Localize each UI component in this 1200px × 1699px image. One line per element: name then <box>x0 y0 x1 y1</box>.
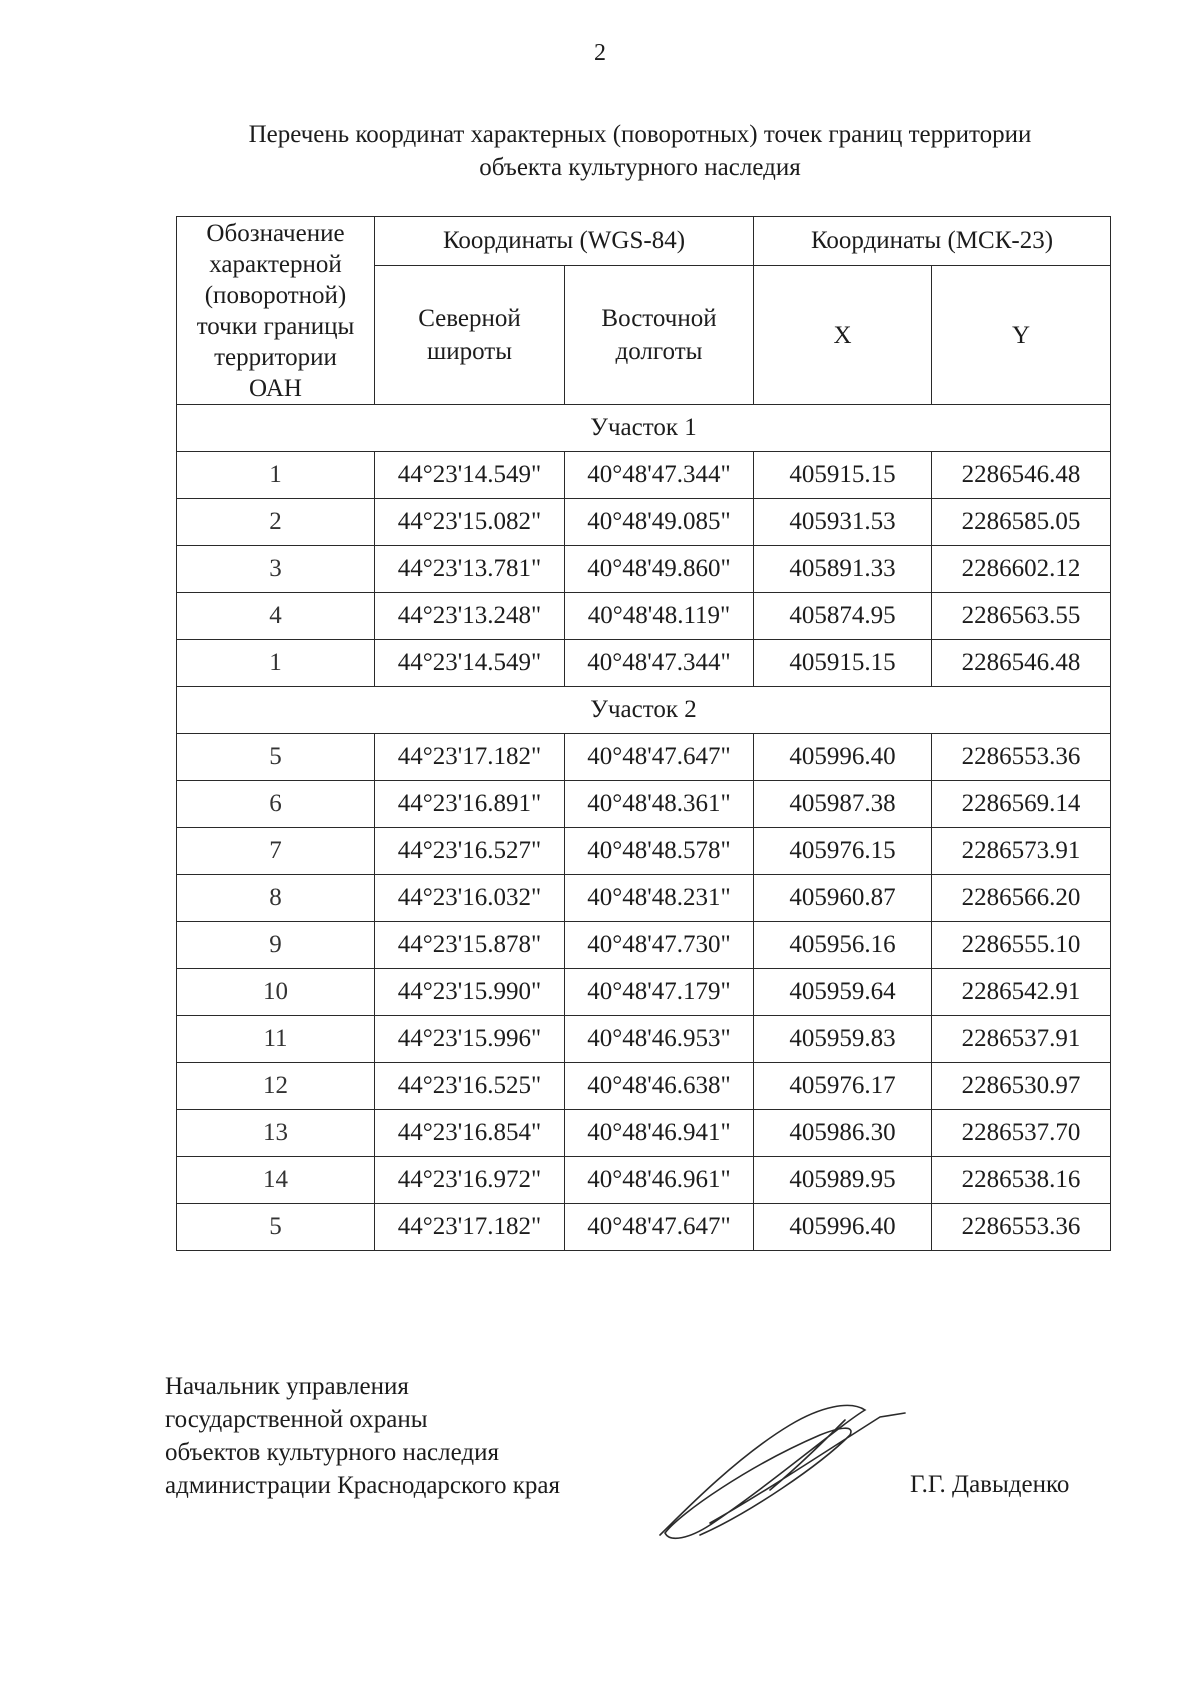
cell-lat: 44°23'16.891" <box>375 781 565 828</box>
cell-point: 8 <box>177 875 375 922</box>
cell-x: 405996.40 <box>754 1204 932 1251</box>
table-row <box>177 640 1111 687</box>
cell-x: 405959.64 <box>754 969 932 1016</box>
section-title: Участок 2 <box>177 687 1111 734</box>
cell-point: 13 <box>177 1110 375 1157</box>
cell-y: 2286563.55 <box>932 593 1111 640</box>
cell-lon: 40°48'48.578" <box>565 828 754 875</box>
cell-lat: 44°23'15.878" <box>375 922 565 969</box>
signatory-position-line: Начальник управления <box>165 1373 409 1400</box>
cell-y: 2286530.97 <box>932 1063 1111 1110</box>
cell-x: 405915.15 <box>754 452 932 499</box>
cell-lon: 40°48'48.361" <box>565 781 754 828</box>
signature-block <box>165 1370 560 1502</box>
cell-lon: 40°48'49.860" <box>565 546 754 593</box>
cell-lat: 44°23'16.032" <box>375 875 565 922</box>
cell-point: 3 <box>177 546 375 593</box>
page-number: 2 <box>594 40 606 66</box>
cell-lon: 40°48'46.961" <box>565 1157 754 1204</box>
cell-lon: 40°48'47.179" <box>565 969 754 1016</box>
table-row <box>177 781 1111 828</box>
cell-x: 405976.17 <box>754 1063 932 1110</box>
cell-x: 405891.33 <box>754 546 932 593</box>
document-title <box>160 118 1120 184</box>
cell-point: 10 <box>177 969 375 1016</box>
cell-x: 405986.30 <box>754 1110 932 1157</box>
signer-name: Г.Г. Давыденко <box>910 1471 1070 1498</box>
cell-x: 405931.53 <box>754 499 932 546</box>
cell-lat: 44°23'17.182" <box>375 734 565 781</box>
cell-lon: 40°48'48.119" <box>565 593 754 640</box>
cell-point: 6 <box>177 781 375 828</box>
cell-x: 405874.95 <box>754 593 932 640</box>
cell-lat: 44°23'16.527" <box>375 828 565 875</box>
cell-point: 4 <box>177 593 375 640</box>
cell-x: 405956.16 <box>754 922 932 969</box>
header-x: X <box>754 266 932 405</box>
cell-y: 2286538.16 <box>932 1157 1111 1204</box>
cell-lon: 40°48'49.085" <box>565 499 754 546</box>
cell-y: 2286585.05 <box>932 499 1111 546</box>
cell-y: 2286569.14 <box>932 781 1111 828</box>
cell-lon: 40°48'46.953" <box>565 1016 754 1063</box>
cell-lat: 44°23'15.996" <box>375 1016 565 1063</box>
table-row <box>177 452 1111 499</box>
cell-y: 2286553.36 <box>932 734 1111 781</box>
table-row <box>177 1063 1111 1110</box>
section-row <box>177 687 1111 734</box>
cell-point: 7 <box>177 828 375 875</box>
cell-point: 11 <box>177 1016 375 1063</box>
cell-x: 405976.15 <box>754 828 932 875</box>
cell-lat: 44°23'15.082" <box>375 499 565 546</box>
cell-lat: 44°23'13.248" <box>375 593 565 640</box>
cell-y: 2286553.36 <box>932 1204 1111 1251</box>
cell-y: 2286542.91 <box>932 969 1111 1016</box>
header-msk23: Координаты (МСК-23) <box>754 217 1111 266</box>
table-row <box>177 875 1111 922</box>
cell-y: 2286566.20 <box>932 875 1111 922</box>
table-row <box>177 1016 1111 1063</box>
cell-lat: 44°23'16.972" <box>375 1157 565 1204</box>
table-row <box>177 1204 1111 1251</box>
handwritten-signature <box>650 1395 910 1545</box>
title-line-2: объекта культурного наследия <box>479 154 801 181</box>
signatory-position-line: объектов культурного наследия <box>165 1439 499 1466</box>
cell-lon: 40°48'48.231" <box>565 875 754 922</box>
cell-point: 2 <box>177 499 375 546</box>
table-row <box>177 593 1111 640</box>
table-row <box>177 828 1111 875</box>
section-title: Участок 1 <box>177 405 1111 452</box>
cell-x: 405987.38 <box>754 781 932 828</box>
cell-point: 1 <box>177 640 375 687</box>
title-line-1: Перечень координат характерных (поворотных) точек границ территории <box>248 121 1032 148</box>
cell-point: 5 <box>177 734 375 781</box>
header-wgs84: Координаты (WGS-84) <box>375 217 754 266</box>
cell-point: 14 <box>177 1157 375 1204</box>
table-row <box>177 922 1111 969</box>
cell-x: 405989.95 <box>754 1157 932 1204</box>
cell-x: 405959.83 <box>754 1016 932 1063</box>
cell-y: 2286573.91 <box>932 828 1111 875</box>
cell-lat: 44°23'14.549" <box>375 640 565 687</box>
cell-point: 1 <box>177 452 375 499</box>
section-row <box>177 405 1111 452</box>
header-y: Y <box>932 266 1111 405</box>
cell-point: 5 <box>177 1204 375 1251</box>
header-point-designation: Обозначение характерной (поворотной) точки границы территории ОАН <box>177 217 375 405</box>
cell-x: 405960.87 <box>754 875 932 922</box>
cell-lat: 44°23'14.549" <box>375 452 565 499</box>
table-body <box>177 405 1111 1251</box>
cell-y: 2286555.10 <box>932 922 1111 969</box>
cell-y: 2286546.48 <box>932 452 1111 499</box>
cell-lon: 40°48'47.647" <box>565 1204 754 1251</box>
signatory-position-line: администрации Краснодарского края <box>165 1472 561 1499</box>
header-latitude: Северной широты <box>375 266 565 405</box>
coordinates-table <box>176 216 1111 1251</box>
cell-lat: 44°23'13.781" <box>375 546 565 593</box>
cell-y: 2286537.91 <box>932 1016 1111 1063</box>
cell-lat: 44°23'17.182" <box>375 1204 565 1251</box>
table-row <box>177 969 1111 1016</box>
table-row <box>177 734 1111 781</box>
cell-x: 405996.40 <box>754 734 932 781</box>
table-row <box>177 499 1111 546</box>
signatory-position-line: государственной охраны <box>165 1406 428 1433</box>
cell-point: 9 <box>177 922 375 969</box>
cell-lon: 40°48'46.638" <box>565 1063 754 1110</box>
cell-point: 12 <box>177 1063 375 1110</box>
cell-lon: 40°48'47.344" <box>565 640 754 687</box>
cell-lat: 44°23'15.990" <box>375 969 565 1016</box>
header-longitude: Восточной долготы <box>565 266 754 405</box>
cell-lon: 40°48'47.647" <box>565 734 754 781</box>
cell-lat: 44°23'16.525" <box>375 1063 565 1110</box>
cell-lat: 44°23'16.854" <box>375 1110 565 1157</box>
table-row <box>177 546 1111 593</box>
cell-lon: 40°48'46.941" <box>565 1110 754 1157</box>
cell-y: 2286602.12 <box>932 546 1111 593</box>
cell-y: 2286546.48 <box>932 640 1111 687</box>
cell-y: 2286537.70 <box>932 1110 1111 1157</box>
cell-lon: 40°48'47.730" <box>565 922 754 969</box>
table-row <box>177 1157 1111 1204</box>
cell-x: 405915.15 <box>754 640 932 687</box>
cell-lon: 40°48'47.344" <box>565 452 754 499</box>
table-row <box>177 1110 1111 1157</box>
